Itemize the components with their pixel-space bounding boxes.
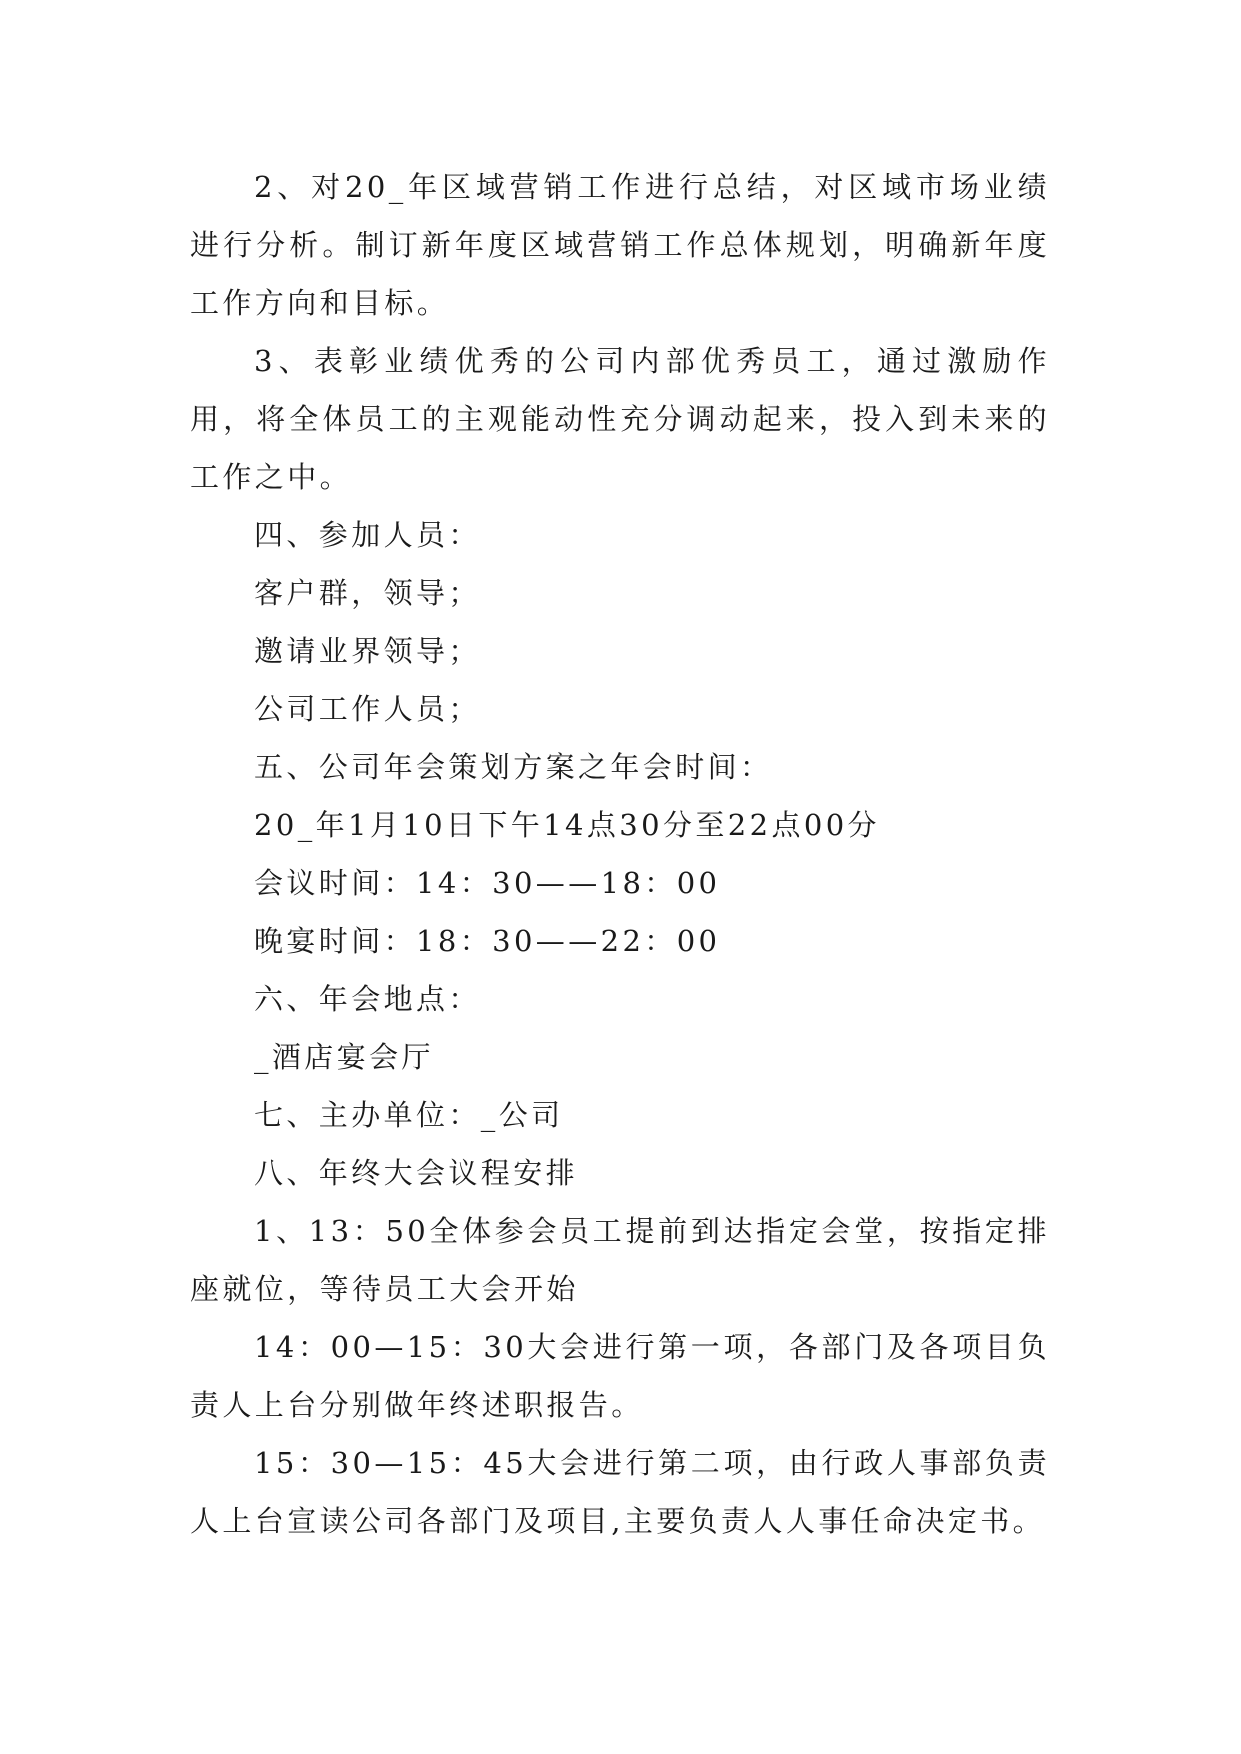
agenda-item-3: 15：30—15：45大会进行第二项，由行政人事部负责人上台宣读公司各部门及项目,主要负责人人事任命决定书。	[190, 1446, 1050, 1538]
conference-time: 会议时间：14：30——18：00	[254, 866, 721, 900]
participant-industry-leaders: 邀请业界领导；	[254, 634, 481, 668]
meeting-date-range: 20_年1月10日下午14点30分至22点00分	[254, 808, 880, 842]
banquet-time: 晚宴时间：18：30——22：00	[254, 924, 721, 958]
agenda-item-1: 1、13：50全体参会员工提前到达指定会堂，按指定排座就位，等待员工大会开始	[190, 1214, 1050, 1306]
venue-name: _酒店宴会厅	[254, 1040, 434, 1074]
heading-venue: 六、年会地点：	[254, 982, 481, 1016]
heading-agenda: 八、年终大会议程安排	[254, 1156, 579, 1190]
participant-clients: 客户群，领导；	[254, 576, 481, 610]
heading-meeting-time: 五、公司年会策划方案之年会时间：	[254, 750, 773, 784]
agenda-item-2: 14：00—15：30大会进行第一项，各部门及各项目负责人上台分别做年终述职报告。	[190, 1330, 1050, 1422]
participant-staff: 公司工作人员；	[254, 692, 481, 726]
heading-participants: 四、参加人员：	[254, 518, 481, 552]
paragraph-summary-item-2: 2、对20_年区域营销工作进行总结，对区域市场业绩进行分析。制订新年度区域营销工作总体规划，明确新年度工作方向和目标。	[190, 170, 1050, 320]
organizer: 七、主办单位：_公司	[254, 1098, 564, 1132]
document-body	[190, 158, 1050, 1550]
paragraph-summary-item-3: 3、表彰业绩优秀的公司内部优秀员工，通过激励作用，将全体员工的主观能动性充分调动起来，投入到未来的工作之中。	[190, 344, 1050, 494]
